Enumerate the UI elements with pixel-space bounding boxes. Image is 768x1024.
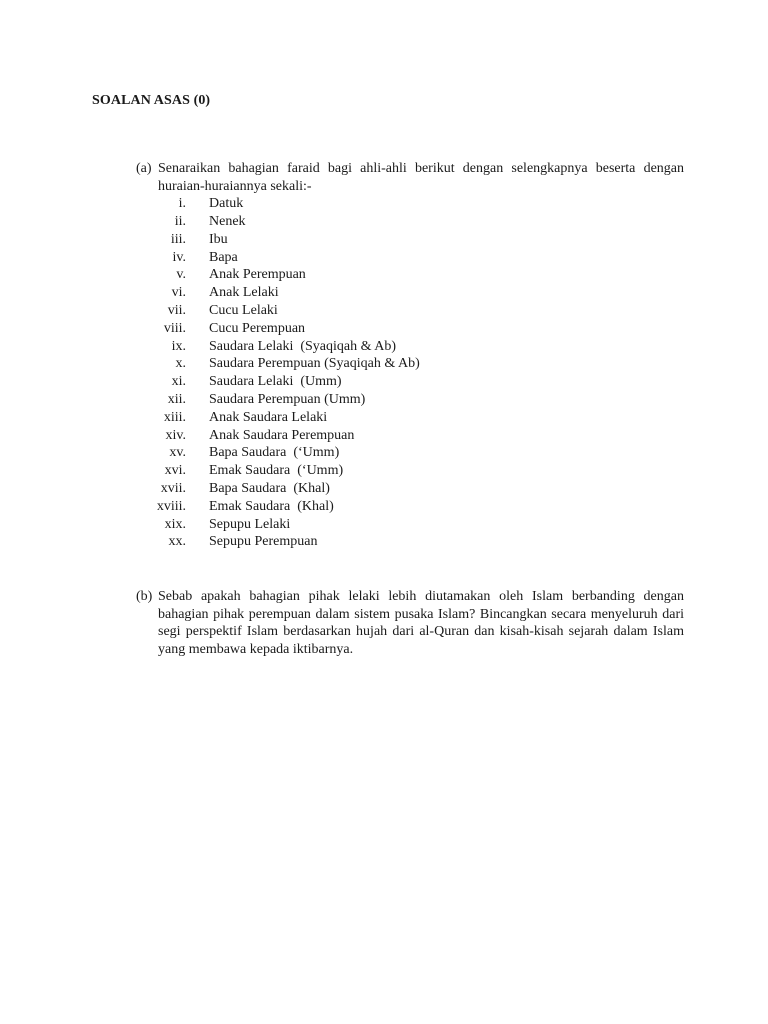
list-item-text: Anak Perempuan — [209, 267, 306, 283]
question-b — [136, 588, 684, 658]
list-item — [136, 249, 684, 267]
list-item — [136, 498, 684, 516]
list-item — [136, 462, 684, 480]
list-item-numeral: xx. — [168, 534, 186, 550]
list-item — [136, 231, 684, 249]
list-item-text: Anak Lelaki — [209, 285, 279, 301]
list-item-text: Bapa — [209, 249, 238, 265]
list-item-text: Bapa Saudara (‘Umm) — [209, 445, 340, 461]
list-item-numeral: viii. — [163, 320, 186, 336]
list-item-numeral: ix. — [171, 338, 186, 354]
list-item-text: Saudara Perempuan (Syaqiqah & Ab) — [209, 356, 420, 372]
list-item-text: Ibu — [209, 231, 228, 247]
list-item-numeral: xiii. — [163, 409, 186, 425]
list-item-text: Anak Saudara Lelaki — [209, 409, 328, 425]
list-item-text: Nenek — [209, 213, 246, 229]
list-item-numeral: xv. — [169, 445, 186, 461]
list-item — [136, 444, 684, 462]
list-item-numeral: iv. — [172, 249, 186, 265]
list-item — [136, 516, 684, 534]
list-item — [136, 320, 684, 338]
list-item-numeral: i. — [178, 196, 186, 212]
list-item-numeral: x. — [175, 356, 186, 372]
list-item-numeral: xiv. — [165, 427, 186, 443]
list-item-text: Saudara Lelaki (Syaqiqah & Ab) — [209, 338, 397, 354]
list-item — [136, 373, 684, 391]
list-item — [136, 391, 684, 409]
list-item-text: Sepupu Lelaki — [209, 516, 291, 532]
heir-list — [136, 195, 684, 551]
list-item-text: Cucu Perempuan — [209, 320, 306, 336]
list-item — [136, 409, 684, 427]
list-item-text: Emak Saudara (‘Umm) — [209, 463, 344, 479]
list-item-numeral: v. — [176, 267, 186, 283]
question-b-text: Sebab apakah bahagian pihak lelaki lebih diutamakan oleh Islam berbanding dengan bahagian pihak perempuan dalam sistem pusaka Islam? Bincangkan secara menyeluruh dari segi perspektif Islam berdasarkan hujah dari al-Quran dan kisah-kisah sejarah dalam Islam yang membawa kepada iktibarnya. — [158, 589, 684, 657]
list-item-text: Saudara Perempuan (Umm) — [209, 391, 366, 407]
list-item-text: Saudara Lelaki (Umm) — [209, 374, 342, 390]
list-item-numeral: ii. — [174, 213, 186, 229]
list-item — [136, 338, 684, 356]
list-item-numeral: xix. — [164, 516, 186, 532]
list-item-text: Emak Saudara (Khal) — [209, 498, 334, 514]
list-item — [136, 195, 684, 213]
list-item — [136, 533, 684, 551]
list-item — [136, 284, 684, 302]
question-a-label: (a) — [136, 161, 152, 176]
list-item — [136, 302, 684, 320]
list-item — [136, 480, 684, 498]
list-item-numeral: xi. — [171, 374, 186, 390]
list-item-numeral: xvi. — [164, 463, 186, 479]
list-item-numeral: xviii. — [156, 498, 186, 514]
list-item — [136, 355, 684, 373]
page-title: SOALAN ASAS (0) — [92, 93, 211, 108]
list-item-text: Bapa Saudara (Khal) — [209, 480, 330, 496]
list-item-text: Cucu Lelaki — [209, 302, 278, 318]
question-b-label: (b) — [136, 589, 153, 604]
list-item-text: Datuk — [209, 196, 244, 212]
list-item-numeral: vii. — [167, 302, 186, 318]
question-a — [136, 160, 684, 551]
list-item-numeral: iii. — [170, 231, 186, 247]
list-item-text: Sepupu Perempuan — [209, 534, 318, 550]
list-item — [136, 427, 684, 445]
list-item-text: Anak Saudara Perempuan — [209, 427, 355, 443]
list-item — [136, 213, 684, 231]
list-item-numeral: xvii. — [160, 480, 186, 496]
question-a-text: Senaraikan bahagian faraid bagi ahli-ahli berikut dengan selengkapnya beserta dengan huraian-huraiannya sekali:- — [158, 161, 684, 194]
list-item — [136, 266, 684, 284]
list-item-numeral: xii. — [167, 391, 186, 407]
list-item-numeral: vi. — [171, 285, 186, 301]
